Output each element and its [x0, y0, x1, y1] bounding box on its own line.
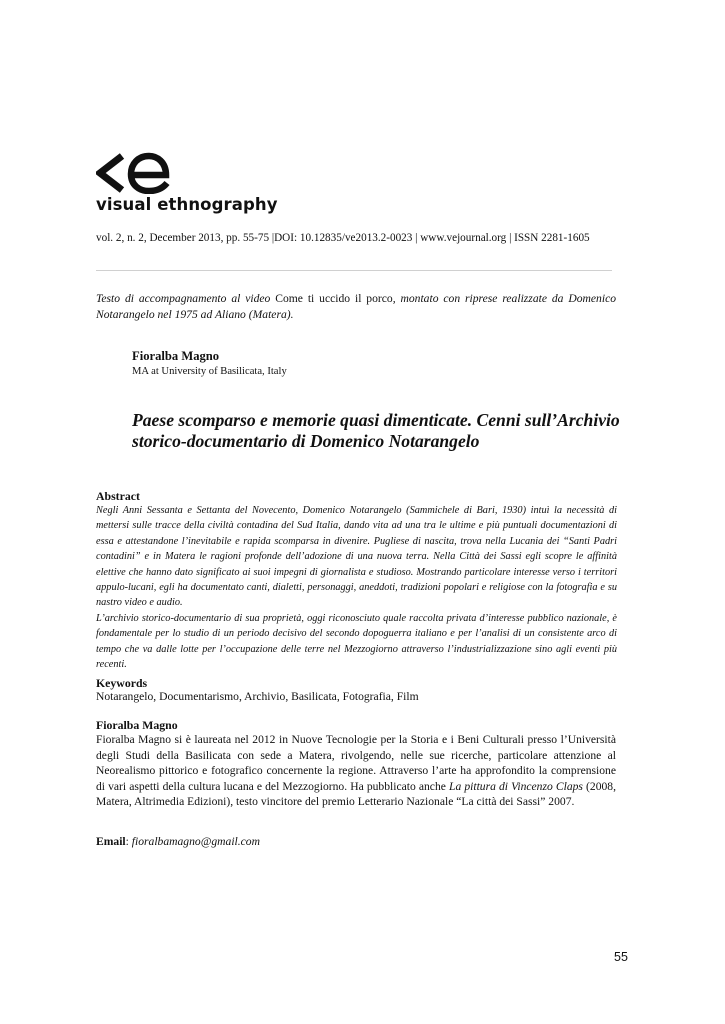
- author-name: Fioralba Magno: [132, 349, 220, 363]
- email-separator: :: [125, 835, 132, 848]
- page-number: 55: [614, 950, 628, 964]
- author-email: [96, 835, 260, 848]
- journal-logo-mark: [96, 152, 172, 194]
- journal-logo-text: visual ethnography: [96, 195, 278, 214]
- intro-part-1: Testo di accompagnamento al video: [96, 292, 271, 305]
- abstract-body: [96, 503, 617, 672]
- email-label: Email: [96, 835, 126, 848]
- header-divider: [96, 270, 612, 271]
- author-affiliation: MA at University of Basilicata, Italy: [132, 366, 287, 377]
- intro-part-3: , montato con riprese realizzate da Domenico Notarangelo nel 1975 ad Aliano (Matera).: [96, 292, 617, 321]
- keywords-list: Notarangelo, Documentarismo, Archivio, Basilicata, Fotografia, Film: [96, 690, 419, 703]
- abstract-paragraph-1: Negli Anni Sessanta e Settanta del Novecento, Domenico Notarangelo (Sammichele di Bari, 1930) intuì la necessità di mettersi sulle tracce della civiltà contadina del Sud Italia, dando vita ad una tra le ultime e più puntuali documentazioni di essa e attestandone l’inevitabile e rapida scomparsa in divenire. Pugliese di nascita, trova nella Lucania dei “Santi Padri contadini” e in Matera le ragioni profonde dell’adozione di una nuova terra. Nella Città dei Sassi egli scopre le affinità elettive che hanno dato significato ai suoi impegni di giornalista e studioso. Mostrando particolare interesse verso i territori appulo-lucani, egli ha documentato canti, dialetti, personaggi, aneddoti, tradizioni popolari e religiose con la fotografia e su nastro video e audio.: [96, 505, 617, 609]
- article-title: Paese scomparso e memorie quasi dimenticate. Cenni sull’Archivio storico-documentario di Domenico Notarangelo: [132, 410, 620, 451]
- bio-book-title: La pittura di Vincenzo Claps: [449, 779, 583, 793]
- intro-video-title: Come ti uccido il porco: [270, 292, 393, 305]
- bio-text: [96, 732, 616, 810]
- abstract-heading: Abstract: [96, 489, 140, 503]
- journal-info: vol. 2, n. 2, December 2013, pp. 55-75 |DOI: 10.12835/ve2013.2-0023 | www.vejournal.org | ISSN 2281-1605: [96, 232, 590, 244]
- bio-text-part-1: Fioralba Magno si è laureata nel 2012 in Nuove Tecnologie per la Storia e i Beni Culturali presso l’Università degli Studi della Basilicata con sede a Matera, rivolgendo, nelle sue ricerche, particolare attenzione al Neorealismo pittorico e fotografico concernente la regione. Attraverso l’arte ha approfondito la comprensione di vari aspetti della cultura lucana e del Mezzogiorno. Ha pubblicato anche: [96, 733, 616, 793]
- keywords-heading: Keywords: [96, 676, 148, 690]
- bio-heading: Fioralba Magno: [96, 718, 178, 732]
- abstract-paragraph-2: L’archivio storico-documentario di sua proprietà, oggi riconosciuto quale raccolta privata d’interesse pubblico nazionale, è fondamentale per lo studio di un periodo decisivo del secondo dopoguerra italiano e per l’analisi di un consistente arco di tempo che va dalle lotte per l’occupazione delle terre nel Mezzogiorno attraverso l’industrializzazione sino agli eventi più recenti.: [96, 612, 617, 671]
- email-address[interactable]: fioralbamagno@gmail.com: [131, 835, 260, 848]
- intro-note: [96, 291, 616, 322]
- bio-text-part-2: (2008, Matera, Altrimedia Edizioni), testo vincitore del premio Letterario Nazionale “La città dei Sassi” 2007.: [96, 779, 616, 808]
